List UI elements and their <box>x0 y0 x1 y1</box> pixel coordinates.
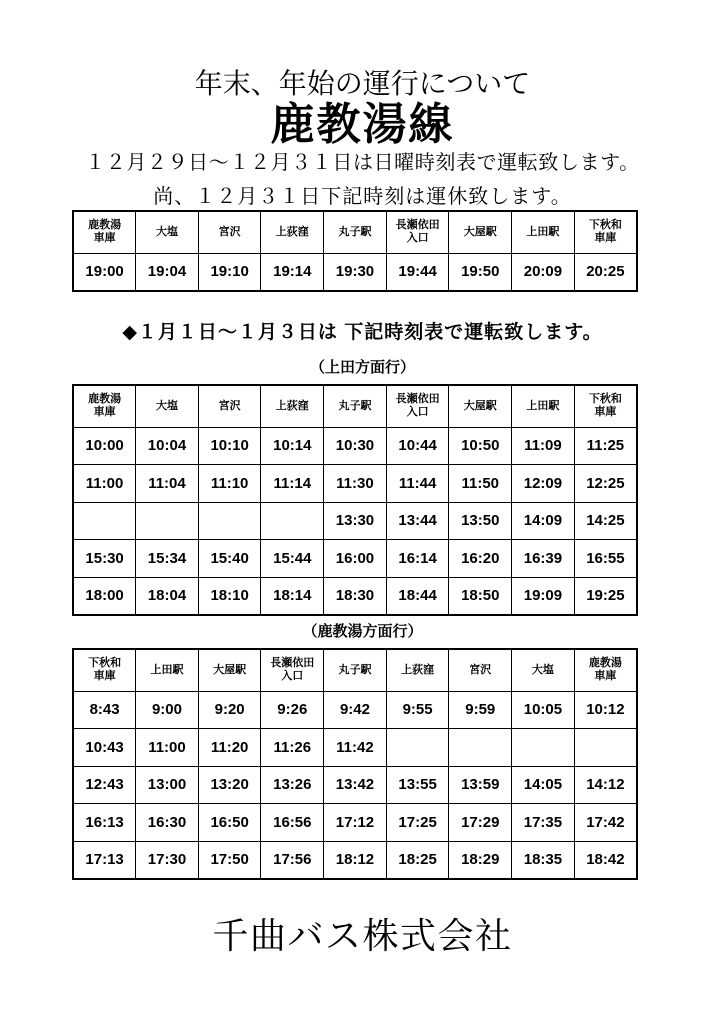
timetable-row <box>73 841 637 879</box>
departure-time-cell: 11:20 <box>198 729 261 767</box>
stop-header: 丸子駅 <box>324 211 387 253</box>
stop-header: 大屋駅 <box>449 385 512 427</box>
stop-header: 大塩 <box>136 211 199 253</box>
departure-time-cell: 9:00 <box>136 691 199 729</box>
departure-time-cell: 18:29 <box>449 841 512 879</box>
stop-header-row <box>73 211 637 253</box>
departure-time-cell: 11:30 <box>324 465 387 503</box>
departure-time-cell: 17:13 <box>73 841 136 879</box>
stop-header: 長瀬依田 入口 <box>386 211 449 253</box>
departure-time-cell: 12:25 <box>574 465 637 503</box>
new-year-schedule-notice: ◆１月１日～１月３日は 下記時刻表で運転致します。 <box>122 322 603 343</box>
departure-time-cell: 9:55 <box>386 691 449 729</box>
stop-header: 大塩 <box>136 385 199 427</box>
departure-time-cell: 18:42 <box>574 841 637 879</box>
stop-header: 大屋駅 <box>198 649 261 691</box>
departure-time-cell: 17:30 <box>136 841 199 879</box>
departure-time-cell: 11:14 <box>261 465 324 503</box>
stop-header: 宮沢 <box>198 211 261 253</box>
stop-header: 上田駅 <box>512 385 575 427</box>
departure-time-cell: 19:25 <box>574 577 637 615</box>
departure-time-cell: 20:25 <box>574 253 637 291</box>
departure-time-cell: 16:55 <box>574 540 637 578</box>
departure-time-cell <box>574 729 637 767</box>
stop-header: 宮沢 <box>449 649 512 691</box>
departure-time-cell: 15:34 <box>136 540 199 578</box>
stop-header: 下秋和 車庫 <box>73 649 136 691</box>
departure-time-cell: 14:25 <box>574 502 637 540</box>
sunday-schedule-notice: １２月２９日～１２月３１日は日曜時刻表で運転致します。 <box>85 152 640 174</box>
departure-time-cell: 13:26 <box>261 766 324 804</box>
departure-time-cell: 13:20 <box>198 766 261 804</box>
route-name: 鹿教湯線 <box>270 100 455 149</box>
departure-time-cell: 16:30 <box>136 804 199 842</box>
departure-time-cell: 11:25 <box>574 427 637 465</box>
departure-time-cell: 12:43 <box>73 766 136 804</box>
suspended-timetable <box>72 210 638 292</box>
departure-time-cell <box>512 729 575 767</box>
departure-time-cell: 10:12 <box>574 691 637 729</box>
departure-time-cell: 17:42 <box>574 804 637 842</box>
departure-time-cell: 16:56 <box>261 804 324 842</box>
departure-time-cell: 19:44 <box>386 253 449 291</box>
timetable-row <box>73 502 637 540</box>
stop-header-row <box>73 385 637 427</box>
stop-header: 丸子駅 <box>324 649 387 691</box>
stop-header: 上田駅 <box>512 211 575 253</box>
departure-time-cell: 11:04 <box>136 465 199 503</box>
departure-time-cell: 13:30 <box>324 502 387 540</box>
stop-header: 長瀬依田 入口 <box>386 385 449 427</box>
timetable-row <box>73 577 637 615</box>
departure-time-cell: 9:20 <box>198 691 261 729</box>
departure-time-cell <box>198 502 261 540</box>
departure-time-cell: 12:09 <box>512 465 575 503</box>
departure-time-cell: 19:09 <box>512 577 575 615</box>
notice-title: 年末、年始の運行について <box>194 68 531 99</box>
departure-time-cell: 9:42 <box>324 691 387 729</box>
departure-time-cell <box>136 502 199 540</box>
departure-time-cell: 11:26 <box>261 729 324 767</box>
departure-time-cell: 19:00 <box>73 253 136 291</box>
stop-header: 大塩 <box>512 649 575 691</box>
departure-time-cell: 10:10 <box>198 427 261 465</box>
departure-time-cell: 10:05 <box>512 691 575 729</box>
departure-time-cell: 9:59 <box>449 691 512 729</box>
company-name: 千曲バス株式会社 <box>212 915 513 956</box>
departure-time-cell: 17:56 <box>261 841 324 879</box>
departure-time-cell: 11:10 <box>198 465 261 503</box>
departure-time-cell: 11:00 <box>73 465 136 503</box>
departure-time-cell: 18:30 <box>324 577 387 615</box>
departure-time-cell: 11:09 <box>512 427 575 465</box>
departure-time-cell: 18:25 <box>386 841 449 879</box>
stop-header: 宮沢 <box>198 385 261 427</box>
stop-header: 上荻窪 <box>386 649 449 691</box>
departure-time-cell: 11:00 <box>136 729 199 767</box>
departure-time-cell: 11:42 <box>324 729 387 767</box>
timetable-row <box>73 766 637 804</box>
departure-time-cell: 10:04 <box>136 427 199 465</box>
kakeyu-bound-label: （鹿教湯方面行） <box>302 623 423 640</box>
departure-time-cell: 13:50 <box>449 502 512 540</box>
departure-time-cell: 18:04 <box>136 577 199 615</box>
timetable-row <box>73 465 637 503</box>
departure-time-cell: 19:30 <box>324 253 387 291</box>
stop-header: 大屋駅 <box>449 211 512 253</box>
departure-time-cell: 18:50 <box>449 577 512 615</box>
departure-time-cell: 16:13 <box>73 804 136 842</box>
stop-header: 上荻窪 <box>261 385 324 427</box>
departure-time-cell: 17:35 <box>512 804 575 842</box>
departure-time-cell: 13:55 <box>386 766 449 804</box>
departure-time-cell: 19:04 <box>136 253 199 291</box>
stop-header: 上荻窪 <box>261 211 324 253</box>
stop-header: 下秋和 車庫 <box>574 385 637 427</box>
stop-header: 鹿教湯 車庫 <box>73 211 136 253</box>
timetable-row <box>73 540 637 578</box>
departure-time-cell: 11:50 <box>449 465 512 503</box>
stop-header-row <box>73 649 637 691</box>
departure-time-cell: 15:30 <box>73 540 136 578</box>
departure-time-cell: 10:43 <box>73 729 136 767</box>
departure-time-cell: 11:44 <box>386 465 449 503</box>
kakeyu-bound-timetable <box>72 648 638 880</box>
departure-time-cell: 17:12 <box>324 804 387 842</box>
departure-time-cell: 10:30 <box>324 427 387 465</box>
stop-header: 上田駅 <box>136 649 199 691</box>
departure-time-cell: 16:14 <box>386 540 449 578</box>
timetable-row <box>73 253 637 291</box>
departure-time-cell: 13:59 <box>449 766 512 804</box>
departure-time-cell: 18:35 <box>512 841 575 879</box>
departure-time-cell: 13:42 <box>324 766 387 804</box>
departure-time-cell: 9:26 <box>261 691 324 729</box>
departure-time-cell: 8:43 <box>73 691 136 729</box>
departure-time-cell: 14:12 <box>574 766 637 804</box>
departure-time-cell: 14:09 <box>512 502 575 540</box>
suspension-notice: 尚、１２月３１日下記時刻は運休致します。 <box>153 186 572 208</box>
departure-time-cell: 10:44 <box>386 427 449 465</box>
stop-header: 鹿教湯 車庫 <box>574 649 637 691</box>
departure-time-cell: 18:14 <box>261 577 324 615</box>
stop-header: 鹿教湯 車庫 <box>73 385 136 427</box>
departure-time-cell: 13:00 <box>136 766 199 804</box>
departure-time-cell <box>261 502 324 540</box>
departure-time-cell: 18:44 <box>386 577 449 615</box>
departure-time-cell: 17:25 <box>386 804 449 842</box>
departure-time-cell: 19:50 <box>449 253 512 291</box>
departure-time-cell <box>386 729 449 767</box>
departure-time-cell: 10:50 <box>449 427 512 465</box>
timetable-row <box>73 804 637 842</box>
timetable-row <box>73 691 637 729</box>
departure-time-cell: 18:10 <box>198 577 261 615</box>
ueda-bound-label: （上田方面行） <box>309 359 415 376</box>
timetable-row <box>73 729 637 767</box>
ueda-bound-timetable <box>72 384 638 616</box>
departure-time-cell: 17:50 <box>198 841 261 879</box>
departure-time-cell: 17:29 <box>449 804 512 842</box>
departure-time-cell: 13:44 <box>386 502 449 540</box>
departure-time-cell: 14:05 <box>512 766 575 804</box>
departure-time-cell: 16:20 <box>449 540 512 578</box>
timetable-row <box>73 427 637 465</box>
departure-time-cell: 20:09 <box>512 253 575 291</box>
departure-time-cell: 16:00 <box>324 540 387 578</box>
stop-header: 下秋和 車庫 <box>574 211 637 253</box>
departure-time-cell: 19:10 <box>198 253 261 291</box>
departure-time-cell: 16:39 <box>512 540 575 578</box>
departure-time-cell <box>73 502 136 540</box>
departure-time-cell: 15:40 <box>198 540 261 578</box>
departure-time-cell <box>449 729 512 767</box>
stop-header: 長瀬依田 入口 <box>261 649 324 691</box>
departure-time-cell: 19:14 <box>261 253 324 291</box>
departure-time-cell: 16:50 <box>198 804 261 842</box>
departure-time-cell: 10:14 <box>261 427 324 465</box>
departure-time-cell: 18:12 <box>324 841 387 879</box>
stop-header: 丸子駅 <box>324 385 387 427</box>
departure-time-cell: 15:44 <box>261 540 324 578</box>
departure-time-cell: 10:00 <box>73 427 136 465</box>
departure-time-cell: 18:00 <box>73 577 136 615</box>
